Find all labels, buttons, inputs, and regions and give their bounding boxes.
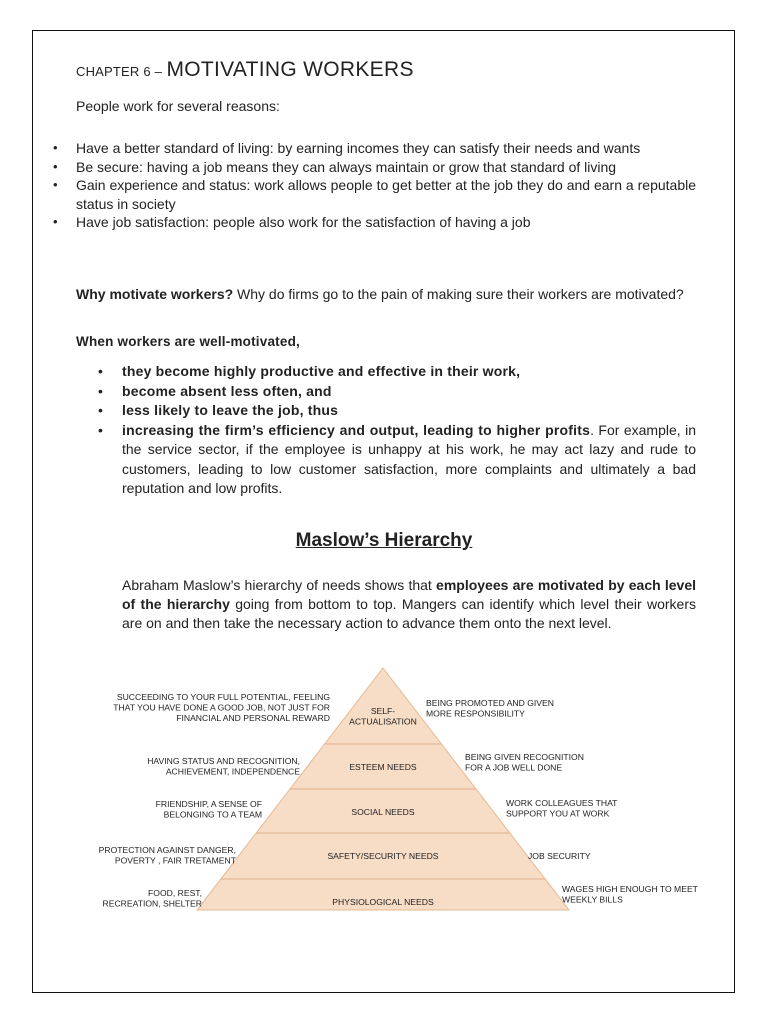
left-annotation: POVERTY , FAIR TRETAMENT (114, 855, 236, 866)
section-title: Maslow’s Hierarchy (295, 530, 473, 551)
why-question: Why motivate workers? (76, 286, 234, 302)
left-annotation: FRIENDSHIP, A SENSE OF (155, 799, 262, 809)
right-annotation: WAGES HIGH ENOUGH TO MEET (562, 884, 698, 894)
list-item (100, 362, 696, 382)
tier-label: ESTEEM NEEDS (349, 762, 417, 772)
benefit-text: . For example, in the service sector, if the employee is unhappy at his work, he may act lazy and rude to customers, leading to low customer satisfaction, more complaints and ultimately a bad reputation and low profits. (122, 421, 697, 496)
why-text: Why do firms go to the pain of making sure their workers are motivated? (233, 286, 684, 302)
tier-label: ACTUALISATION (349, 716, 417, 727)
list-item (100, 401, 696, 421)
right-annotation: BEING GIVEN RECOGNITION (465, 752, 584, 762)
list-item: • Have job satisfaction: people also work for the satisfaction of having a job (56, 213, 696, 232)
maslow-paragraph (122, 576, 696, 633)
right-annotation: FOR A JOB WELL DONE (465, 762, 563, 773)
reasons-list (56, 139, 696, 232)
maslow-bold: employees are motivated by each level of the hierarchy (122, 577, 697, 612)
benefits-list (100, 362, 696, 499)
tier-label: SAFETY/SECURITY NEEDS (327, 851, 439, 861)
right-annotation: MORE RESPONSIBILITY (426, 708, 525, 719)
maslow-text: Abraham Maslow’s hierarchy of needs shows that (122, 577, 437, 593)
why-paragraph (76, 285, 696, 304)
intro-text: People work for several reasons: (76, 98, 280, 114)
list-item: • Be secure: having a job means they can always maintain or grow that standard of living (56, 158, 696, 177)
benefit-bold: they become highly productive and effective in their work, (122, 363, 521, 379)
left-annotation: SUCCEEDING TO YOUR FULL POTENTIAL, FEELING (116, 692, 330, 702)
when-heading: When workers are well-motivated, (76, 334, 300, 349)
benefit-bold: become absent less often, and (122, 382, 332, 399)
left-annotation: RECREATION, SHELTER (102, 898, 202, 909)
list-item: • Have a better standard of living: by earning incomes they can satisfy their needs and wants (56, 139, 696, 158)
chapter-title: MOTIVATING WORKERS (166, 58, 414, 81)
chapter-heading (76, 58, 414, 82)
list-item: • Gain experience and status: work allows people to get better at the job they do and earn a reputable status in society (56, 176, 696, 213)
benefit-bold: increasing the firm’s efficiency and output, leading to higher profits (122, 421, 591, 438)
left-annotation: BELONGING TO A TEAM (163, 809, 262, 820)
chapter-number: CHAPTER 6 – (76, 64, 163, 79)
right-annotation: WORK COLLEAGUES THAT (506, 798, 618, 808)
maslow-pyramid-diagram (0, 660, 768, 930)
right-annotation: SUPPORT YOU AT WORK (506, 808, 610, 819)
tier-label: SELF- (370, 705, 396, 716)
left-annotation: THAT YOU HAVE DONE A GOOD JOB, NOT JUST FOR (113, 702, 330, 713)
right-annotation: JOB SECURITY (528, 851, 591, 861)
tier-label: PHYSIOLOGICAL NEEDS (332, 897, 434, 907)
list-item (100, 421, 696, 499)
maslow-text: going from bottom to top. Mangers can identify which level their workers are on and then take the necessary action to advance them onto the next level. (122, 596, 697, 631)
left-annotation: HAVING STATUS AND RECOGNITION, (147, 756, 300, 766)
benefit-bold: less likely to leave the job, thus (122, 402, 339, 418)
tier-label: SOCIAL NEEDS (351, 807, 415, 817)
left-annotation: FOOD, REST, (148, 888, 202, 898)
right-annotation: WEEKLY BILLS (562, 894, 623, 905)
left-annotation: FINANCIAL AND PERSONAL REWARD (176, 713, 330, 723)
left-annotation: ACHIEVEMENT, INDEPENDENCE (165, 766, 300, 777)
list-item (100, 382, 696, 402)
right-annotation: BEING PROMOTED AND GIVEN (426, 698, 554, 708)
left-annotation: PROTECTION AGAINST DANGER, (98, 845, 236, 855)
